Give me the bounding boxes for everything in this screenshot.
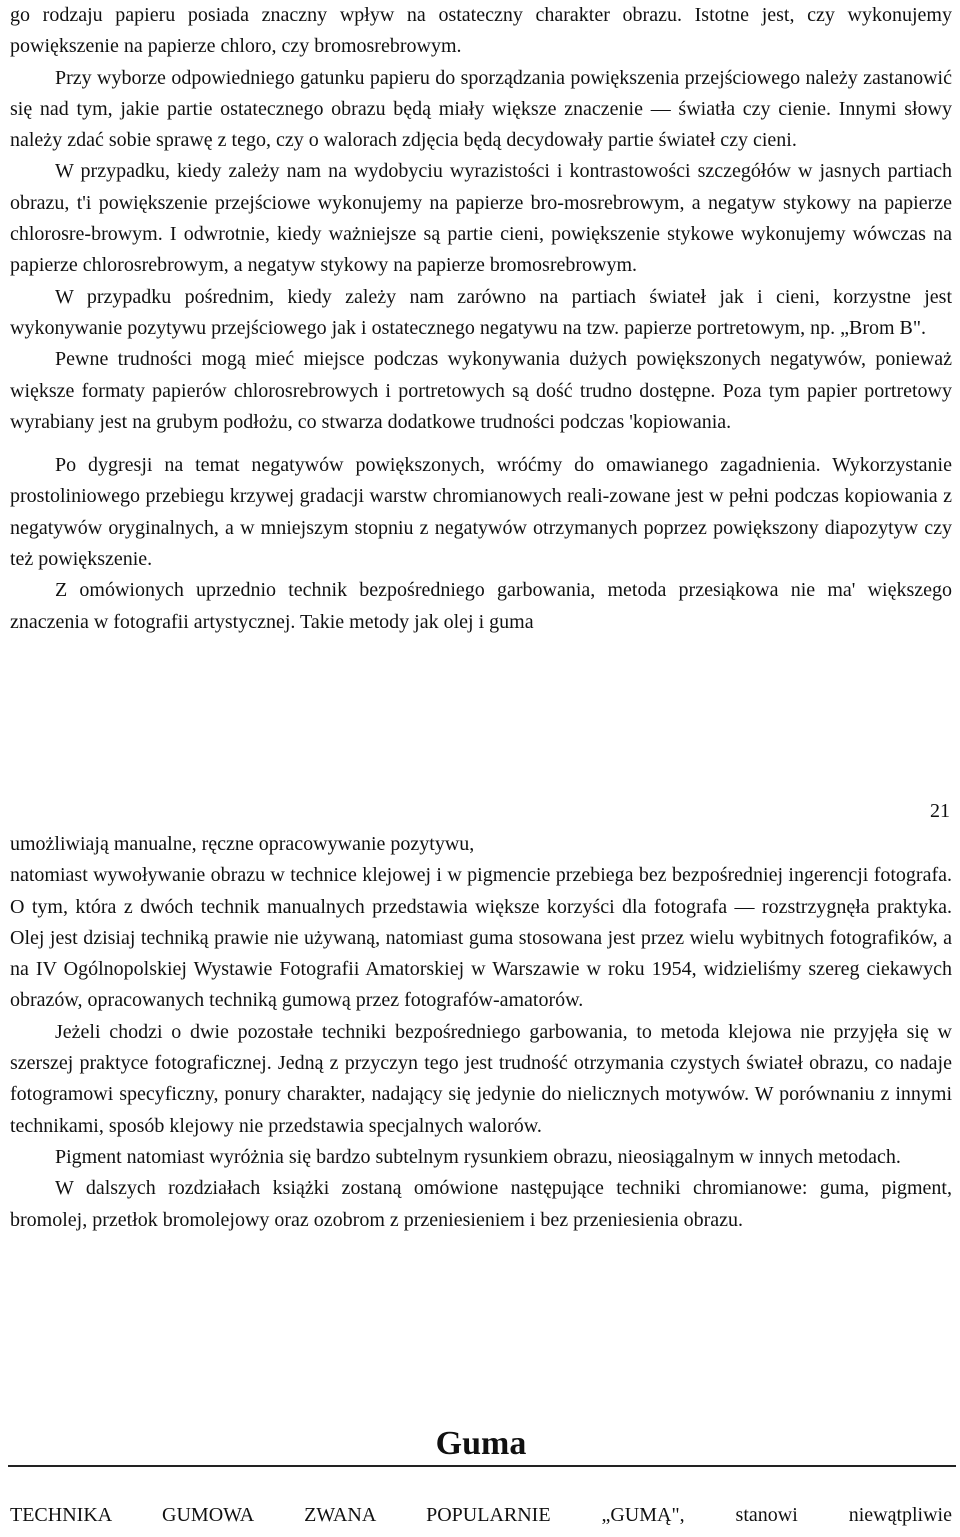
- paragraph-start: TECHNIKA GUMOWA ZWANA POPULARNIE „GUMĄ", stanowi niewątpliwie: [10, 1504, 952, 1526]
- paragraph: Pigment natomiast wyróżnia się bardzo subtelnym rysunkiem obrazu, nieosiągalnym w innych metodach.: [55, 1145, 901, 1168]
- paragraph: Przy wyborze odpowiedniego gatunku papieru do sporządzania powiększenia przejściowego należy zastanowić się nad tym, jakie partie ostatecznego obrazu będą miały większe znaczenie — światła czy cienie. Innymi słowy należy zdać sobie sprawę z tego, czy o walorach zdjęcia będą decydowały partie świateł czy cieni.: [10, 66, 952, 152]
- paragraph: Z omówionych uprzednio technik bezpośredniego garbowania, metoda przesiąkowa nie ma' większego znaczenia w fotografii artystycznej. Takie metody jak olej i guma: [10, 579, 952, 633]
- paragraph: natomiast wywoływanie obrazu w technice klejowej i w pigmencie przebiega bez bezpośredniej ingerencji fotografa. O tym, która z dwóch technik manualnych przedstawia większe korzyści dla fotografa — rozstrzygnęła praktyka. Olej jest dzisiaj techniką prawie nie używaną, natomiast guma stosowana jest przez wielu wybitnych fotografików, a na IV Ogólnopolskiej Wystawie Fotografii Amatorskiej w Warszawie w roku 1954, widzieliśmy szereg ciekawych obrazów, opracowanych techniką gumową przez fotografów-amatorów.: [10, 864, 952, 1012]
- section-heading: Guma: [435, 1425, 527, 1462]
- paragraph: umożliwiają manualne, ręczne opracowywanie pozytywu,: [10, 833, 475, 855]
- page-number: 21: [930, 800, 950, 822]
- heading-divider: [8, 1465, 956, 1467]
- paragraph: Pewne trudności mogą mieć miejsce podczas wykonywania dużych powiększonych negatywów, ponieważ większe formaty papierów chlorosrebrowych i portretowych są dość trudno dostępne. Poza tym papier portretowy wyrabiany jest na grubym podłożu, co stwarza dodatkowe trudności podczas 'kopiowania.: [10, 348, 952, 433]
- paragraph: Po dygresji na temat negatywów powiększonych, wróćmy do omawianego zagadnienia. Wykorzystanie prostoliniowego przebiegu krzywej gradacji warstw chromianowych reali-zowane jest w pełni podczas kopiowania z negatywów oryginalnych, a w mniejszym stopniu z negatywów otrzymanych poprzez powiększony diapozytyw czy też powiększenie.: [10, 454, 952, 571]
- paragraph: W przypadku pośrednim, kiedy zależy nam zarówno na partiach świateł jak i cieni, korzystne jest wykonywanie pozytywu przejściowego jak i ostatecznego negatywu na tzw. papierze portretowym, np. „Brom B".: [10, 285, 952, 339]
- paragraph: go rodzaju papieru posiada znaczny wpływ na ostateczny charakter obrazu. Istotne jest, czy wykonujemy powiększenie na papierze chloro, czy bromosrebrowym.: [10, 4, 952, 58]
- bottom-text-section: [10, 829, 952, 1236]
- paragraph: Jeżeli chodzi o dwie pozostałe techniki bezpośredniego garbowania, to metoda klejowa nie przyjęła się w szerszej praktyce fotograficznej. Jedną z przyczyn tego jest trudność otrzymania czystych świateł obrazu, co nadaje fotogramowi specyficzny, ponury charakter, nadający się jedynie do nielicznych motywów. W porównaniu z innymi technikami, sposób klejowy nie przedstawia specjalnych walorów.: [10, 1020, 952, 1137]
- paragraph: W dalszych rozdziałach książki zostaną omówione następujące techniki chromianowe: guma, pigment, bromolej, przetłok bromolejowy oraz ozobrom z przeniesieniem i bez przeniesienia obrazu.: [10, 1177, 952, 1231]
- paragraph: W przypadku, kiedy zależy nam na wydobyciu wyrazistości i kontrastowości szczegółów w jasnych partiach obrazu, t'i powiększenie przejściowe wykonujemy na papierze bro-mosrebrowym, a negatyw stykowy na papierze chlorosre-browym. I odwrotnie, kiedy ważniejsze są partie cieni, powiększenie stykowe wykonujemy wówczas na papierze chlorosrebrowym, a negatyw stykowy na papierze bromosrebrowym.: [10, 160, 952, 277]
- top-text-section: [10, 0, 952, 638]
